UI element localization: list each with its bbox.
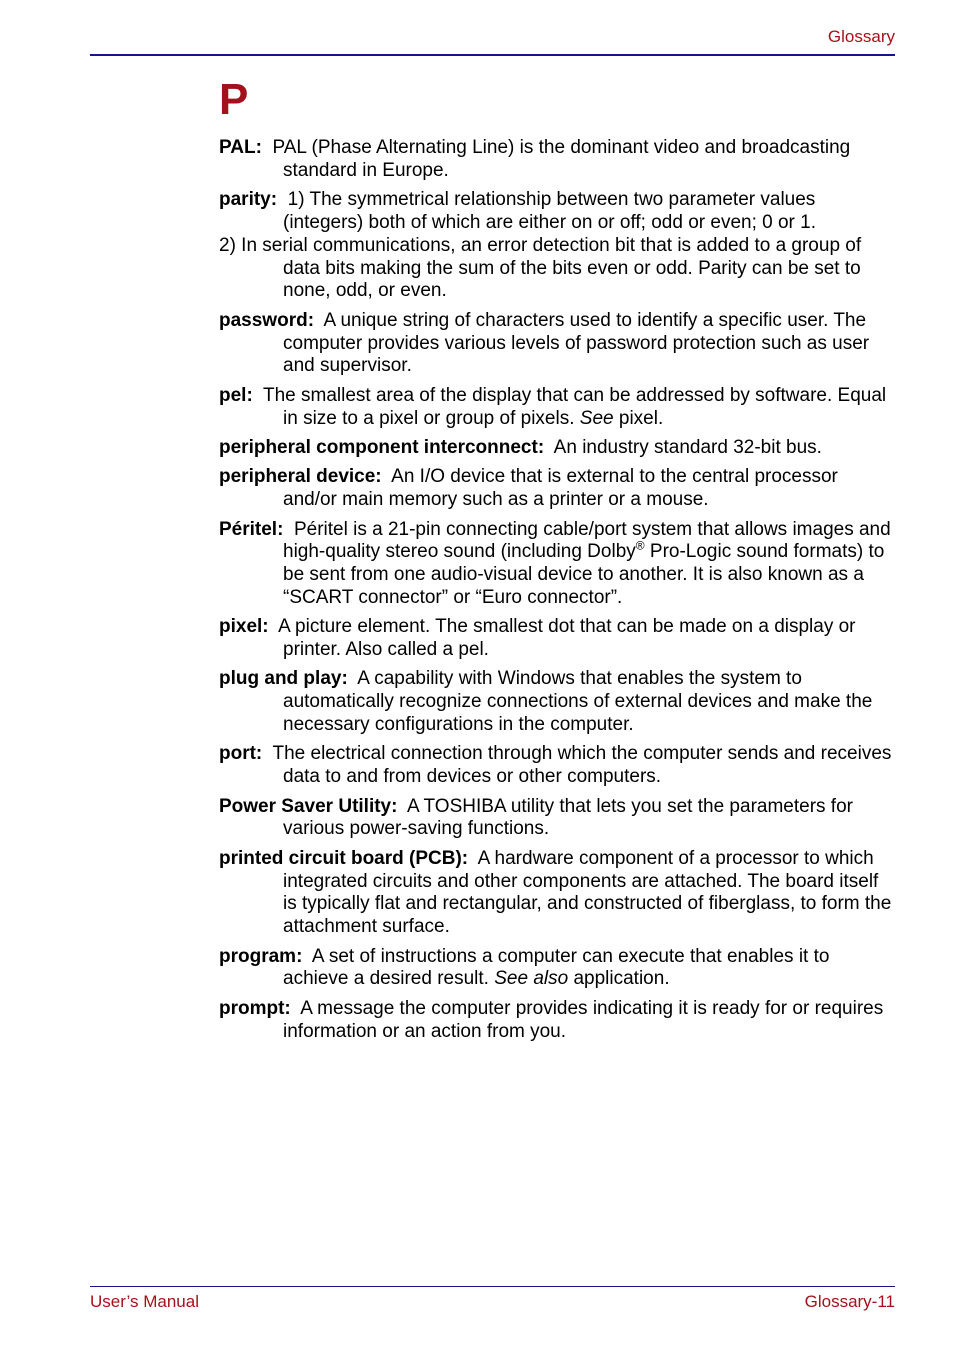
glossary-entry-password <box>219 310 895 378</box>
glossary-term: pel: <box>219 384 253 406</box>
see-reference-target: pixel. <box>618 407 664 429</box>
glossary-term: peripheral component interconnect: <box>219 436 545 458</box>
glossary-definition: A TOSHIBA utility that lets you set the parameters for various power-saving functions. <box>283 795 853 840</box>
glossary-entry-prompt <box>219 998 895 1044</box>
registered-mark: ® <box>635 538 645 553</box>
glossary-entry-program <box>219 946 895 992</box>
glossary-definition: A set of instructions a computer can execute that enables it to achieve a desired result. <box>283 945 830 990</box>
glossary-definition: An industry standard 32-bit bus. <box>553 436 822 458</box>
glossary-term: Power Saver Utility: <box>219 795 398 817</box>
footer-manual-title: User’s Manual <box>90 1292 199 1311</box>
header-rule <box>90 54 895 56</box>
see-reference-target: application. <box>573 968 670 990</box>
glossary-definition: The smallest area of the display that can be addressed by software. Equal in size to a pixel or group of pixels. <box>263 384 887 429</box>
footer-rule <box>90 1286 895 1287</box>
glossary-entry-power-saver-utility <box>219 796 895 842</box>
glossary-entry-pci <box>219 437 895 460</box>
glossary-entry-port <box>219 743 895 789</box>
glossary-term: prompt: <box>219 997 291 1019</box>
glossary-entry-peripheral-device <box>219 466 895 512</box>
glossary-definition: An I/O device that is external to the central processor and/or main memory such as a printer or a mouse. <box>283 466 838 511</box>
page-number: Glossary-11 <box>804 1292 895 1311</box>
glossary-entry-pal <box>219 137 895 183</box>
glossary-entry-pixel <box>219 616 895 662</box>
glossary-entry-peritel <box>219 519 895 610</box>
glossary-term: pixel: <box>219 616 269 638</box>
glossary-entry-plug-and-play <box>219 668 895 736</box>
glossary-term: password: <box>219 309 315 331</box>
glossary-term: PAL: <box>219 137 262 158</box>
glossary-definition-rest: Pro-Logic sound formats) to be sent from one audio-visual device to another. It is also known as a “SCART connector” or “Euro connector”. <box>283 541 885 608</box>
glossary-entry-pcb <box>219 848 895 939</box>
section-letter: P <box>219 75 249 124</box>
glossary-term: parity: <box>219 189 278 211</box>
glossary-definition: Péritel is a 21-pin connecting cable/port system that allows images and high-quality stereo sound (including Dolby <box>283 518 891 563</box>
glossary-term: Péritel: <box>219 518 284 540</box>
glossary-definition: A capability with Windows that enables the system to automatically recognize connections of external devices and make the necessary configurations in the computer. <box>283 668 873 736</box>
glossary-definition-continued: 2) In serial communications, an error detection bit that is added to a group of data bits making the sum of the bits even or odd. Parity can be set to none, odd, or even. <box>219 234 862 302</box>
glossary-entry-parity <box>219 189 895 303</box>
see-reference-label: See <box>579 407 614 429</box>
glossary-term: program: <box>219 945 303 967</box>
glossary-entry-pel <box>219 385 895 431</box>
glossary-term: printed circuit board (PCB): <box>219 847 469 869</box>
glossary-definition: A picture element. The smallest dot that can be made on a display or printer. Also called a pel. <box>278 616 856 661</box>
glossary-definition: 1) The symmetrical relationship between two parameter values (integers) both of which are either on or off; odd or even; 0 or 1. <box>283 189 817 233</box>
glossary-term: port: <box>219 743 263 765</box>
glossary-definition: A message the computer provides indicating it is ready for or requires information or an action from you. <box>283 997 884 1042</box>
glossary-definition: A hardware component of a processor to which integrated circuits and other components are attached. The board itself is typically flat and rectangular, and constructed of fiberglass, to form the attachment surface. <box>283 847 892 938</box>
see-reference-label: See also <box>494 968 569 990</box>
glossary-definition: A unique string of characters used to identify a specific user. The computer provides various levels of password protection such as user and supervisor. <box>283 309 870 377</box>
glossary-definition: PAL (Phase Alternating Line) is the dominant video and broadcasting standard in Europe. <box>272 137 851 181</box>
glossary-term: plug and play: <box>219 668 348 690</box>
running-header: Glossary <box>827 27 895 46</box>
glossary-definition: The electrical connection through which the computer sends and receives data to and from devices or other computers. <box>272 743 892 788</box>
glossary-list <box>219 137 895 1050</box>
glossary-term: peripheral device: <box>219 466 382 488</box>
